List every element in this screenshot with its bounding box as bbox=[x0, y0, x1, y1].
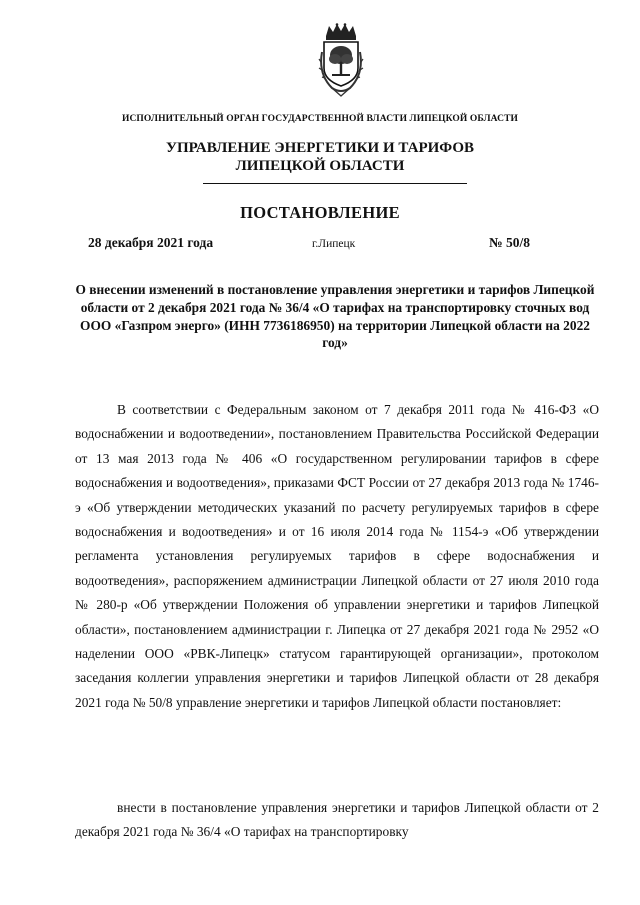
document-city: г.Липецк bbox=[312, 238, 356, 250]
header-divider bbox=[203, 183, 467, 184]
issuing-authority-line: ИСПОЛНИТЕЛЬНЫЙ ОРГАН ГОСУДАРСТВЕННОЙ ВЛАСТИ ЛИПЕЦКОЙ ОБЛАСТИ bbox=[121, 114, 519, 124]
department-name-line1: УПРАВЛЕНИЕ ЭНЕРГЕТИКИ И ТАРИФОВ bbox=[165, 140, 475, 156]
resolution-paragraph: внести в постановление управления энергетики и тарифов Липецкой области от 2 декабря 2021 года № 36/4 «О тарифах на транспортировку bbox=[75, 800, 599, 840]
coat-of-arms-icon bbox=[318, 22, 364, 98]
department-name bbox=[0, 139, 640, 175]
preamble-paragraph: В соответствии с Федеральным законом от 7 декабря 2011 года № 416-ФЗ «О водоснабжении и водоотведении», постановлением Правительства Российской Федерации от 13 мая 2013 года № 406 «О государственном регулировании тарифов в сфере водоснабжения и водоотведения», приказами ФСТ России от 27 декабря 2013 года № 1746-э «Об утверждении методических указаний по расчету регулируемых тарифов в сфере водоснабжения и водоотведения» и от 16 июля 2014 года № 1154-э «Об утверждении регламента установления регулируемых тарифов в сфере водоснабжения и водоотведения», распоряжением администрации Липецкой области от 27 июля 2010 года № 280-р «Об утверждении Положения об управлении энергетики и тарифов Липецкой области», постановлением администрации г. Липецка от 27 декабря 2021 года № 2952 «О наделении ООО «РВК-Липецк» статусом гарантирующей организации», протоколом заседания коллегии управления энергетики и тарифов Липецкой области от 28 декабря 2021 года № 50/8 управление энергетики и тарифов Липецкой области постановляет: bbox=[75, 402, 599, 710]
document-type-heading: ПОСТАНОВЛЕНИЕ bbox=[240, 203, 400, 222]
document-title: О внесении изменений в постановление управления энергетики и тарифов Липецкой области от 2 декабря 2021 года № 36/4 «О тарифах на транспортировку сточных вод ООО «Газпром энерго» (ИНН 7736186950) на территории Липецкой области на 2022 год» bbox=[75, 282, 595, 351]
department-name-line2: ЛИПЕЦКОЙ ОБЛАСТИ bbox=[235, 158, 405, 174]
document-date: 28 декабря 2021 года bbox=[88, 235, 214, 250]
document-number: № 50/8 bbox=[489, 235, 530, 250]
